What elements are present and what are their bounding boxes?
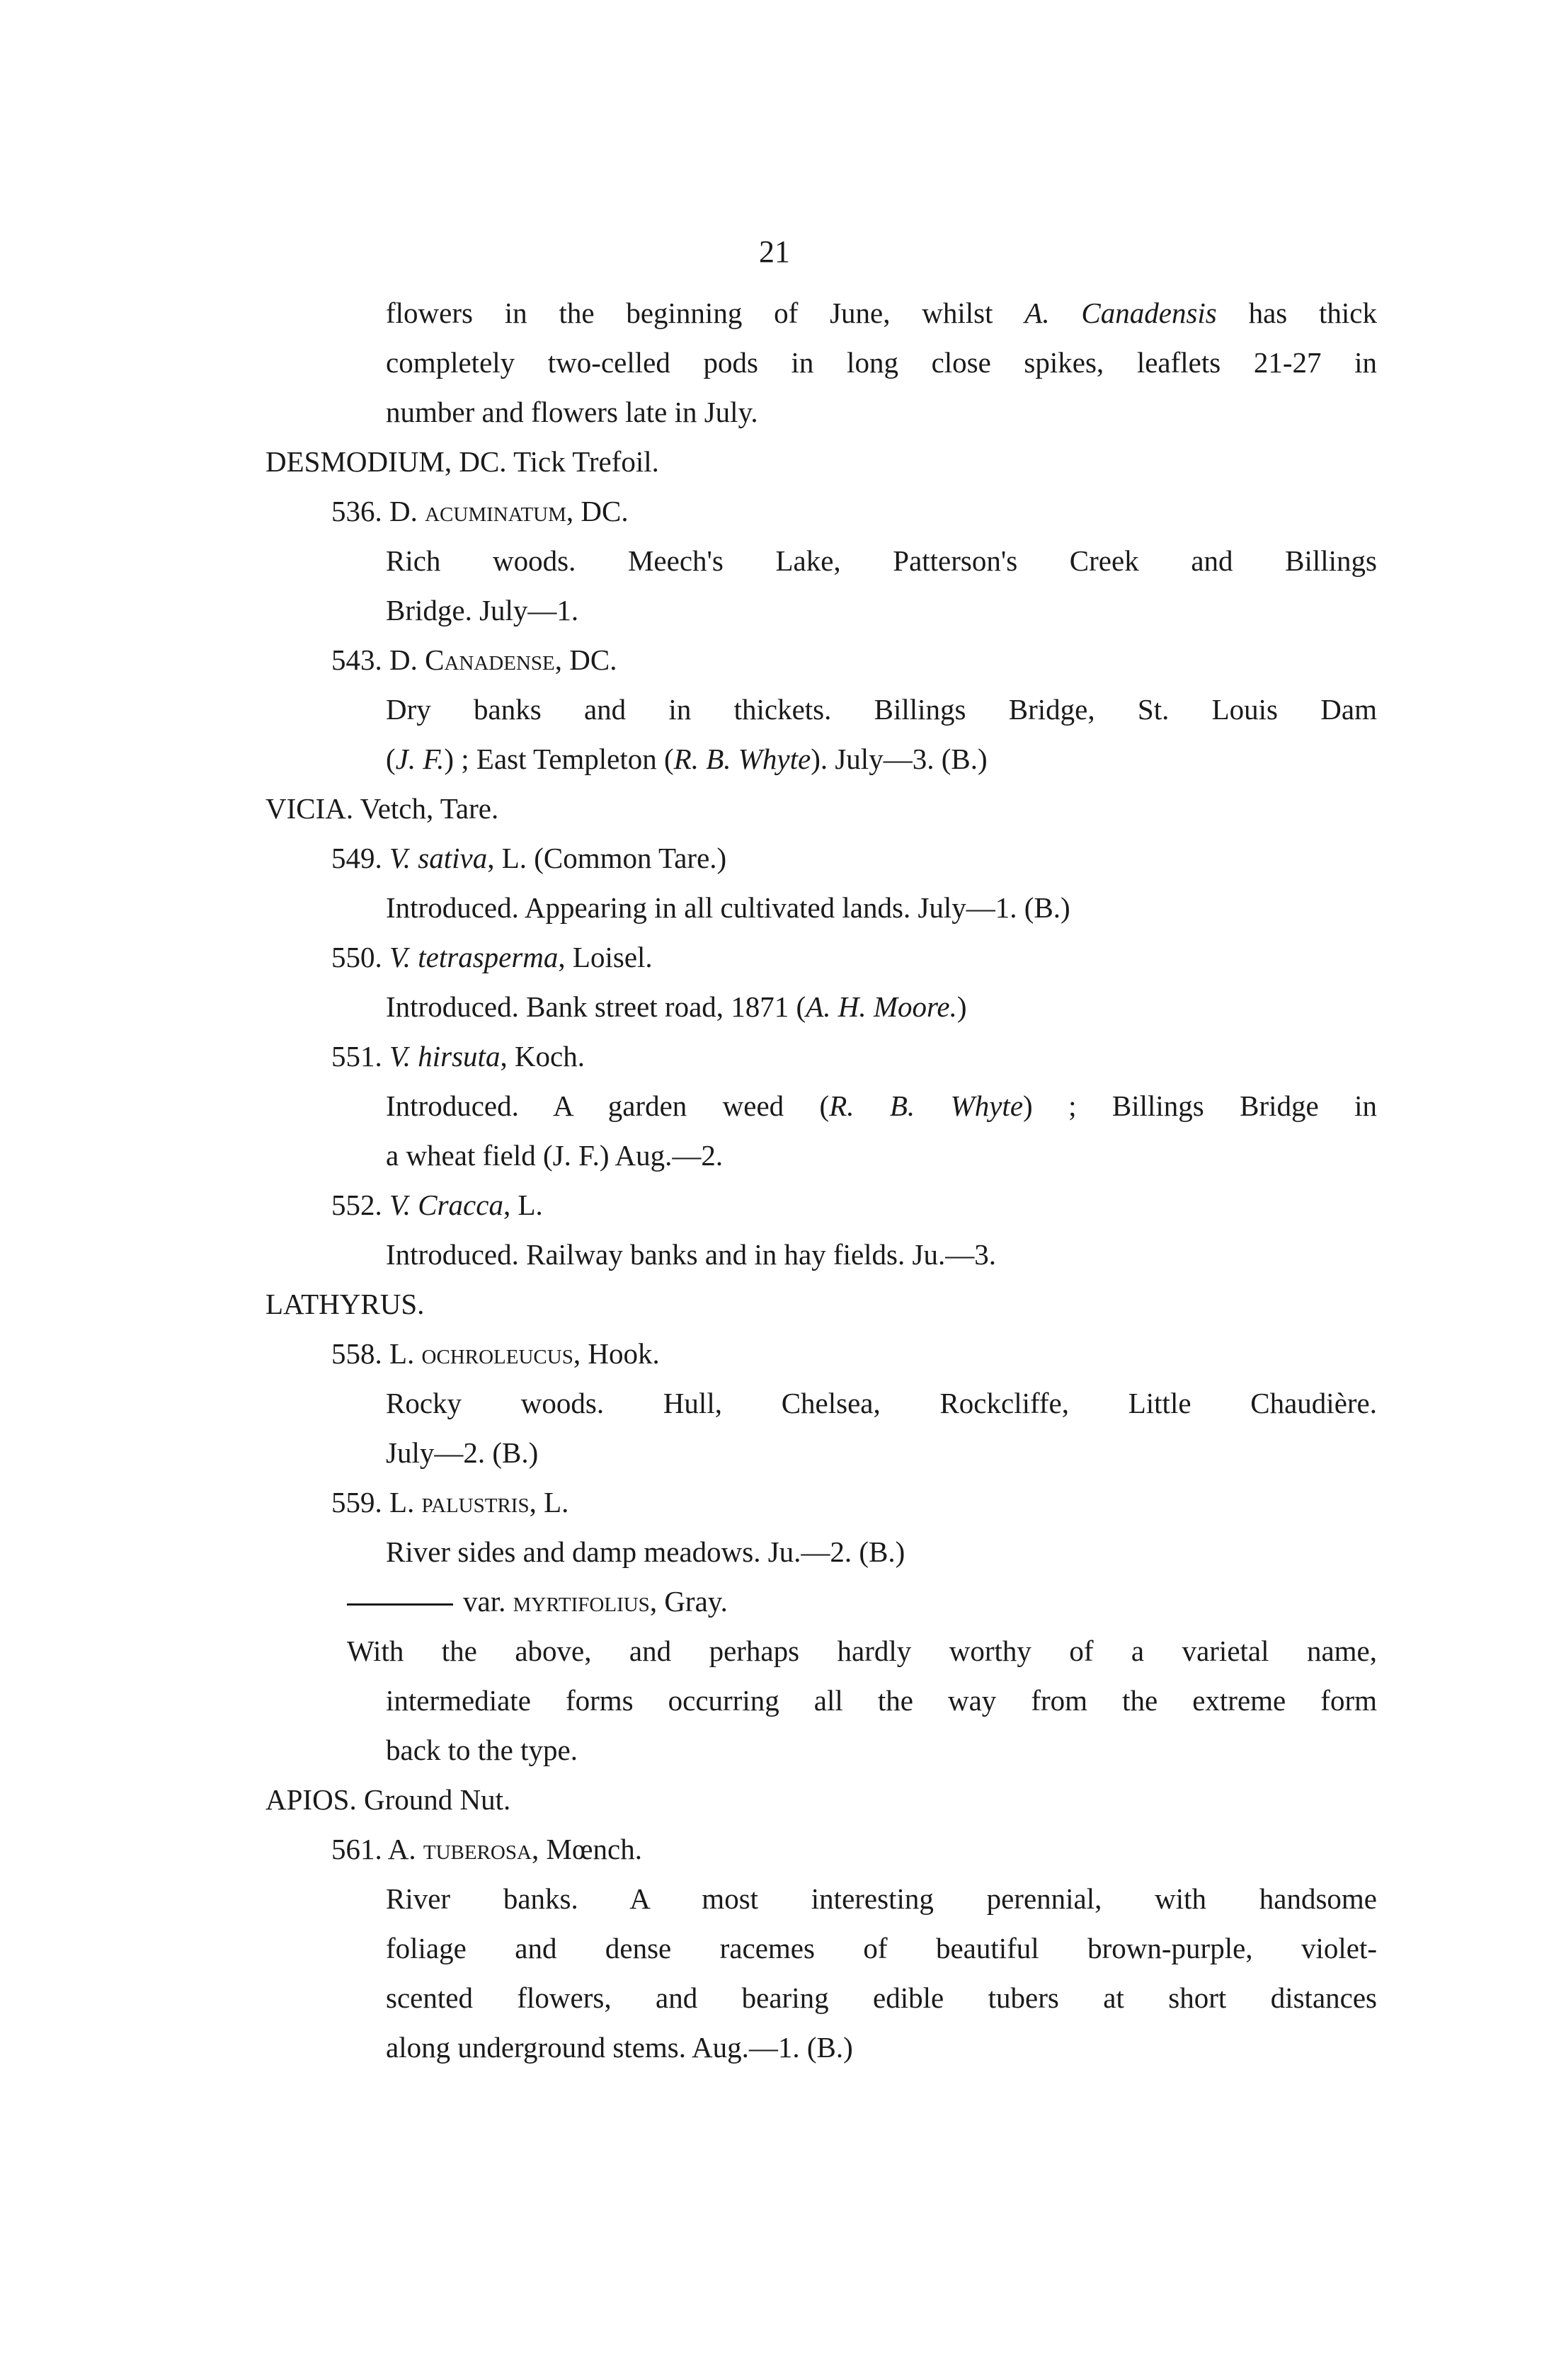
species-entry: 549. V. sativa, L. (Common Tare.) bbox=[331, 842, 727, 874]
text-line: Dry banks and in thickets. Billings Bridge, St. Louis Dam bbox=[386, 693, 1377, 726]
species-entry: 543. D. Canadense, DC. bbox=[331, 643, 617, 676]
text-line: Rich woods. Meech's Lake, Patterson's Creek and Billings bbox=[386, 544, 1377, 577]
text-line: River banks. A most interesting perennial, with handsome bbox=[386, 1882, 1377, 1915]
text-line: Introduced. Bank street road, 1871 (A. H. Moore.) bbox=[386, 990, 967, 1023]
text-line: flowers in the beginning of June, whilst A. Canadensis has thick bbox=[386, 297, 1377, 329]
page-number: 21 bbox=[759, 234, 790, 269]
text-line: River sides and damp meadows. Ju.—2. (B.) bbox=[386, 1535, 905, 1568]
species-entry: 558. L. ochroleucus, Hook. bbox=[331, 1337, 660, 1370]
species-entry: 550. V. tetrasperma, Loisel. bbox=[331, 941, 653, 973]
text-line: foliage and dense racemes of beautiful brown-purple, violet- bbox=[386, 1932, 1377, 1964]
genus-heading: LATHYRUS. bbox=[265, 1288, 425, 1320]
text-line: along underground stems. Aug.—1. (B.) bbox=[386, 2031, 853, 2064]
species-entry: 551. V. hirsuta, Koch. bbox=[331, 1040, 585, 1072]
species-entry: 536. D. acuminatum, DC. bbox=[331, 495, 629, 527]
text-line: (J. F.) ; East Templeton (R. B. Whyte). July—3. (B.) bbox=[386, 743, 988, 775]
ditto-rule bbox=[347, 1603, 453, 1606]
text-line: back to the type. bbox=[386, 1734, 578, 1766]
species-entry: 552. V. Cracca, L. bbox=[331, 1189, 543, 1221]
genus-heading: DESMODIUM, DC. Tick Trefoil. bbox=[265, 445, 659, 478]
genus-heading: VICIA. Vetch, Tare. bbox=[265, 792, 499, 825]
text-line: intermediate forms occurring all the way from the extreme form bbox=[386, 1684, 1377, 1717]
text-line: a wheat field (J. F.) Aug.—2. bbox=[386, 1139, 724, 1172]
text-line: Bridge. July—1. bbox=[386, 594, 579, 627]
text-line: With the above, and perhaps hardly worthy of a varietal name, bbox=[347, 1635, 1377, 1667]
variety-entry: var. myrtifolius, Gray. bbox=[347, 1580, 728, 1623]
text-line: scented flowers, and bearing edible tubers at short distances bbox=[386, 1981, 1377, 2014]
species-entry: 561. A. tuberosa, Mœnch. bbox=[331, 1833, 642, 1865]
text-line: Introduced. A garden weed (R. B. Whyte) ; Billings Bridge in bbox=[386, 1089, 1377, 1122]
text-line: completely two-celled pods in long close spikes, leaflets 21-27 in bbox=[386, 346, 1377, 379]
text-line: Introduced. Appearing in all cultivated lands. July—1. (B.) bbox=[386, 891, 1070, 924]
text-line: number and flowers late in July. bbox=[386, 396, 758, 428]
genus-heading: APIOS. Ground Nut. bbox=[265, 1783, 511, 1816]
species-entry: 559. L. palustris, L. bbox=[331, 1486, 569, 1518]
text-line: Rocky woods. Hull, Chelsea, Rockcliffe, Little Chaudière. bbox=[386, 1387, 1377, 1419]
text-line: July—2. (B.) bbox=[386, 1436, 539, 1469]
text-line: Introduced. Railway banks and in hay fields. Ju.—3. bbox=[386, 1238, 996, 1271]
